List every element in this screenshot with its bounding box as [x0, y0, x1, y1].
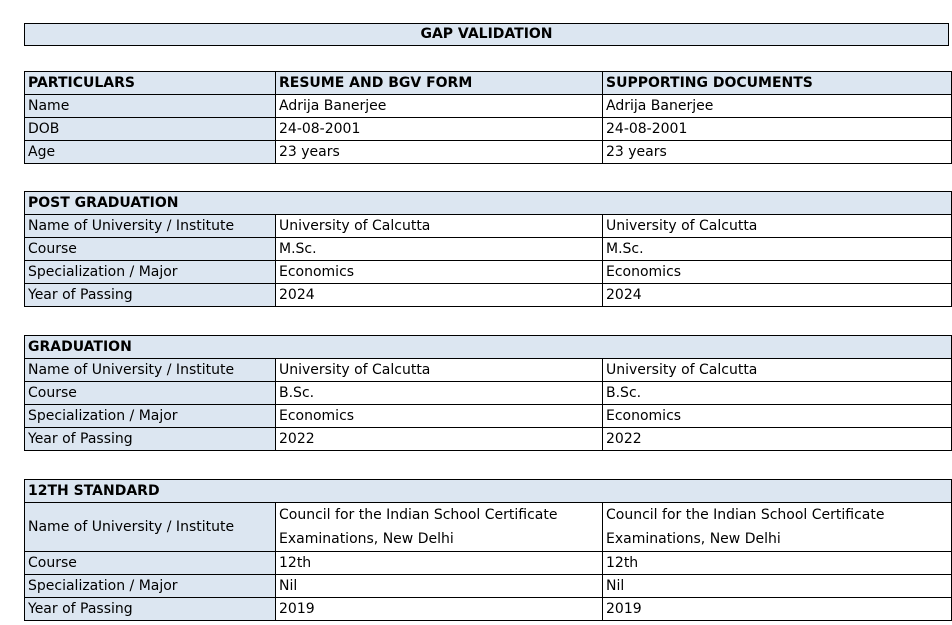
row-label: Specialization / Major	[25, 261, 276, 284]
table-row	[25, 261, 952, 284]
graduation-table	[24, 335, 952, 451]
resume-value: Economics	[276, 405, 603, 428]
table-row	[25, 575, 952, 598]
table-row	[25, 215, 952, 238]
docs-value: 2022	[603, 428, 952, 451]
row-label: Course	[25, 238, 276, 261]
resume-value: University of Calcutta	[276, 359, 603, 382]
table-row	[25, 382, 952, 405]
section-heading: 12TH STANDARD	[25, 480, 952, 503]
docs-value: B.Sc.	[603, 382, 952, 405]
docs-value: Adrija Banerjee	[603, 95, 952, 118]
row-label: Year of Passing	[25, 284, 276, 307]
docs-value: Economics	[603, 261, 952, 284]
row-label: Name of University / Institute	[25, 215, 276, 238]
resume-value: 24-08-2001	[276, 118, 603, 141]
section-heading-row	[25, 192, 952, 215]
docs-value: 23 years	[603, 141, 952, 164]
table-row	[25, 238, 952, 261]
header-resume-bgv: RESUME AND BGV FORM	[276, 72, 603, 95]
resume-value: Council for the Indian School Certificate Examinations, New Delhi	[276, 503, 603, 552]
docs-value: 2019	[603, 598, 952, 621]
section-heading: GRADUATION	[25, 336, 952, 359]
header-particulars: PARTICULARS	[25, 72, 276, 95]
docs-value: M.Sc.	[603, 238, 952, 261]
resume-value: 2022	[276, 428, 603, 451]
docs-value: 12th	[603, 552, 952, 575]
row-label: Name of University / Institute	[25, 503, 276, 552]
resume-value: 23 years	[276, 141, 603, 164]
row-label: Name of University / Institute	[25, 359, 276, 382]
row-label: Age	[25, 141, 276, 164]
particulars-table	[24, 71, 952, 164]
row-label: DOB	[25, 118, 276, 141]
resume-value: 2024	[276, 284, 603, 307]
section-heading-row	[25, 480, 952, 503]
docs-value: University of Calcutta	[603, 359, 952, 382]
resume-value: M.Sc.	[276, 238, 603, 261]
resume-value: Economics	[276, 261, 603, 284]
docs-value: Council for the Indian School Certificate Examinations, New Delhi	[603, 503, 952, 552]
table-row	[25, 141, 952, 164]
row-label: Name	[25, 95, 276, 118]
row-label: Specialization / Major	[25, 575, 276, 598]
table-row	[25, 552, 952, 575]
resume-value: Adrija Banerjee	[276, 95, 603, 118]
table-row	[25, 503, 952, 552]
table-row	[25, 118, 952, 141]
resume-value: Nil	[276, 575, 603, 598]
resume-value: University of Calcutta	[276, 215, 603, 238]
resume-value: 2019	[276, 598, 603, 621]
docs-value: 24-08-2001	[603, 118, 952, 141]
docs-value: Nil	[603, 575, 952, 598]
table-row	[25, 428, 952, 451]
header-supporting-docs: SUPPORTING DOCUMENTS	[603, 72, 952, 95]
docs-value: Economics	[603, 405, 952, 428]
table-row	[25, 598, 952, 621]
docs-value: University of Calcutta	[603, 215, 952, 238]
table-row	[25, 284, 952, 307]
table-row	[25, 405, 952, 428]
post-graduation-table	[24, 191, 952, 307]
table-row	[25, 359, 952, 382]
page-title: GAP VALIDATION	[24, 23, 949, 46]
resume-value: 12th	[276, 552, 603, 575]
header-row	[25, 72, 952, 95]
row-label: Course	[25, 382, 276, 405]
row-label: Course	[25, 552, 276, 575]
docs-value: 2024	[603, 284, 952, 307]
row-label: Year of Passing	[25, 598, 276, 621]
row-label: Year of Passing	[25, 428, 276, 451]
section-heading-row	[25, 336, 952, 359]
section-heading: POST GRADUATION	[25, 192, 952, 215]
twelfth-standard-table	[24, 479, 952, 621]
table-row	[25, 95, 952, 118]
row-label: Specialization / Major	[25, 405, 276, 428]
resume-value: B.Sc.	[276, 382, 603, 405]
